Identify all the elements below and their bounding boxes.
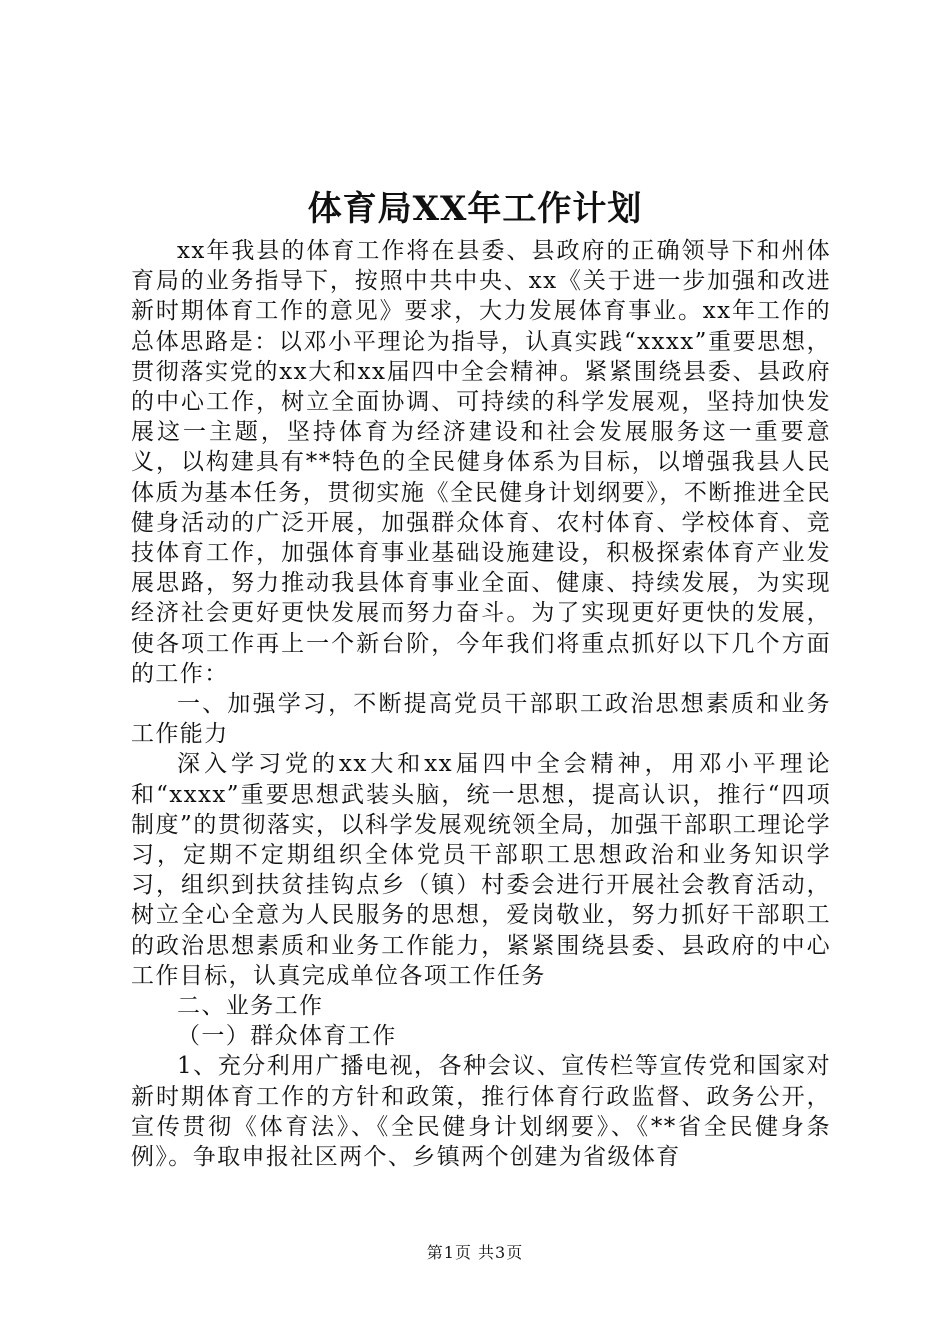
- subsection-heading-mass-sports: （一）群众体育工作: [177, 1023, 397, 1050]
- document-body: [131, 236, 831, 1172]
- mass-sports-paragraph: 1、充分利用广播电视，各种会议、宣传栏等宣传党和国家对新时期体育工作的方针和政策，推行体育行政监督、政务公开，宣传贯彻《体育法》、《全民健身计划纲要》、《**省全民健身条例》。争取申报社区两个、乡镇两个创建为省级体育: [131, 1053, 831, 1171]
- intro-paragraph: xx年我县的体育工作将在县委、县政府的正确领导下和州体育局的业务指导下，按照中共中央、xx《关于进一步加强和改进新时期体育工作的意见》要求，大力发展体育事业。xx年工作的总体思路是：以邓小平理论为指导，认真实践“xxxx”重要思想，贯彻落实党的xx大和xx届四中全会精神。紧紧围绕县委、县政府的中心工作，树立全面协调、可持续的科学发展观，坚持加快发展这一主题，坚持体育为经济建设和社会发展服务这一重要意义，以构建具有**特色的全民健身体系为目标，以增强我县人民体质为基本任务，贯彻实施《全民健身计划纲要》，不断推进全民健身活动的广泛开展，加强群众体育、农村体育、学校体育、竞技体育工作，加强体育事业基础设施建设，积极探索体育产业发展思路，努力推动我县体育事业全面、健康、持续发展，为实现经济社会更好更快发展而努力奋斗。为了实现更好更快的发展，使各项工作再上一个新台阶，今年我们将重点抓好以下几个方面的工作：: [131, 238, 831, 687]
- section-heading-business: 二、业务工作: [177, 993, 324, 1020]
- document-title: 体育局XX年工作计划: [307, 189, 643, 229]
- section-heading-study: 一、加强学习，不断提高党员干部职工政治思想素质和业务工作能力: [131, 691, 831, 748]
- study-paragraph: 深入学习党的xx大和xx届四中全会精神，用邓小平理论和“xxxx”重要思想武装头脑，统一思想，提高认识，推行“四项制度”的贯彻落实，以科学发展观统领全局，加强干部职工理论学习，定期不定期组织全体党员干部职工思想政治和业务知识学习，组织到扶贫挂钩点乡（镇）村委会进行开展社会教育活动，树立全心全意为人民服务的思想，爱岗敬业，努力抓好干部职工的政治思想素质和业务工作能力，紧紧围绕县委、县政府的中心工作目标，认真完成单位各项工作任务: [131, 751, 831, 989]
- page-footer: 第1页 共3页: [426, 1243, 524, 1262]
